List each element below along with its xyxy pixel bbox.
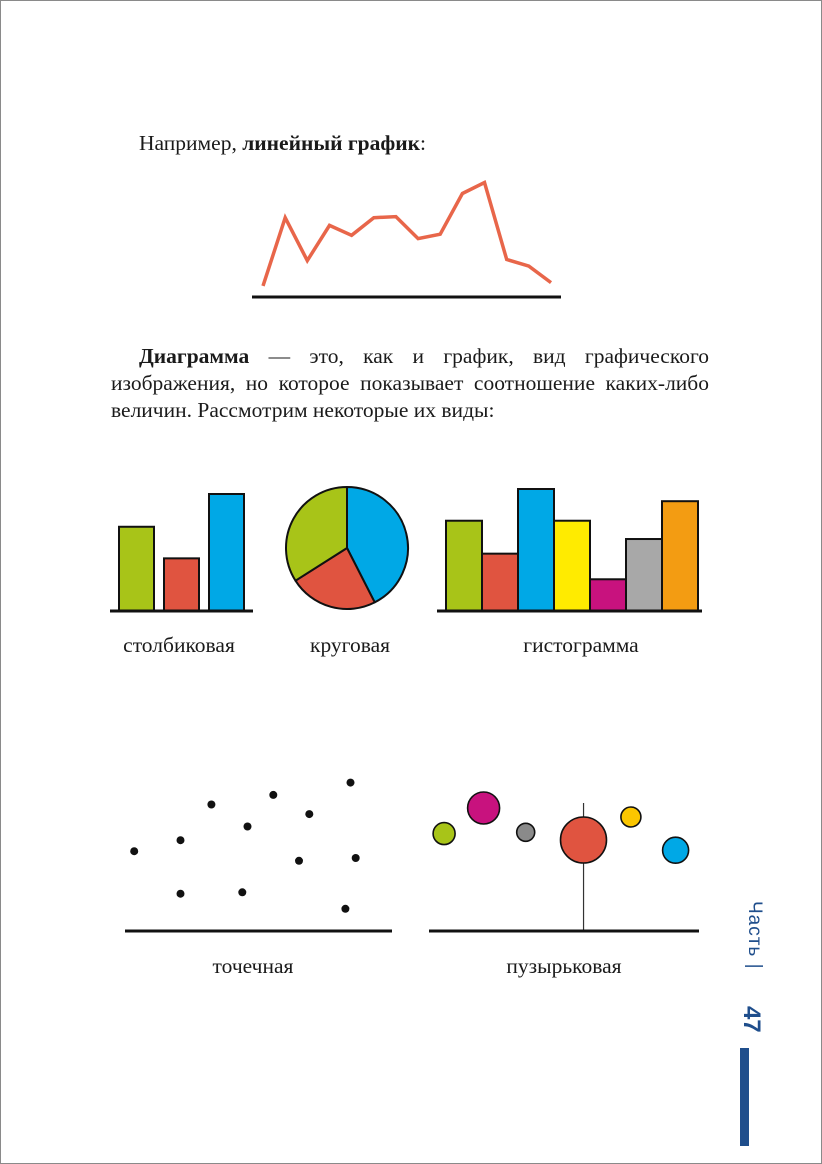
intro-term: линейный график <box>242 131 421 155</box>
scatter-point <box>305 810 313 818</box>
scatter-point <box>269 791 277 799</box>
diagram-term: Диаграмма <box>139 344 250 368</box>
caption-bubble: пузырьковая <box>506 954 622 978</box>
caption-bar: столбиковая <box>123 633 235 657</box>
histogram-bar <box>626 539 662 611</box>
bubble-point <box>561 817 607 863</box>
scatter-point <box>207 801 215 809</box>
scatter-point <box>238 888 246 896</box>
histogram-bar <box>554 521 590 611</box>
histogram-bar <box>590 579 626 611</box>
page-edge-bar <box>740 1048 749 1146</box>
bar-chart-bar <box>164 558 199 611</box>
diagram-definition: — это, как и график, вид графического изображения, но которое показывает соотношение каких-либо величин. Рассмотрим некоторые их виды: <box>111 344 709 422</box>
histogram-bar <box>662 501 698 611</box>
histogram-bar <box>482 554 518 611</box>
scatter-point <box>341 905 349 913</box>
illustrations <box>1 1 821 1163</box>
scatter-point <box>352 854 360 862</box>
histogram-bar <box>446 521 482 611</box>
scatter-point <box>244 823 252 831</box>
bar-chart-bar <box>119 527 154 611</box>
scatter-point <box>177 890 185 898</box>
section-label: Часть | <box>744 901 765 970</box>
scatter-point <box>177 836 185 844</box>
scatter-point <box>295 857 303 865</box>
caption-histogram: гистограмма <box>523 633 639 657</box>
intro-prefix: Например, <box>139 131 243 155</box>
bubble-point <box>433 823 455 845</box>
bubble-point <box>621 807 641 827</box>
page-number: 47 <box>738 1006 765 1033</box>
bubble-point <box>468 792 500 824</box>
bubble-point <box>517 823 535 841</box>
bar-chart-bar <box>209 494 244 611</box>
caption-pie: круговая <box>310 633 390 657</box>
caption-scatter: точечная <box>212 954 294 978</box>
intro-suffix: : <box>420 131 427 155</box>
scatter-point <box>347 779 355 787</box>
line-chart-series <box>263 183 551 286</box>
scatter-point <box>130 847 138 855</box>
histogram-bar <box>518 489 554 611</box>
bubble-point <box>663 837 689 863</box>
